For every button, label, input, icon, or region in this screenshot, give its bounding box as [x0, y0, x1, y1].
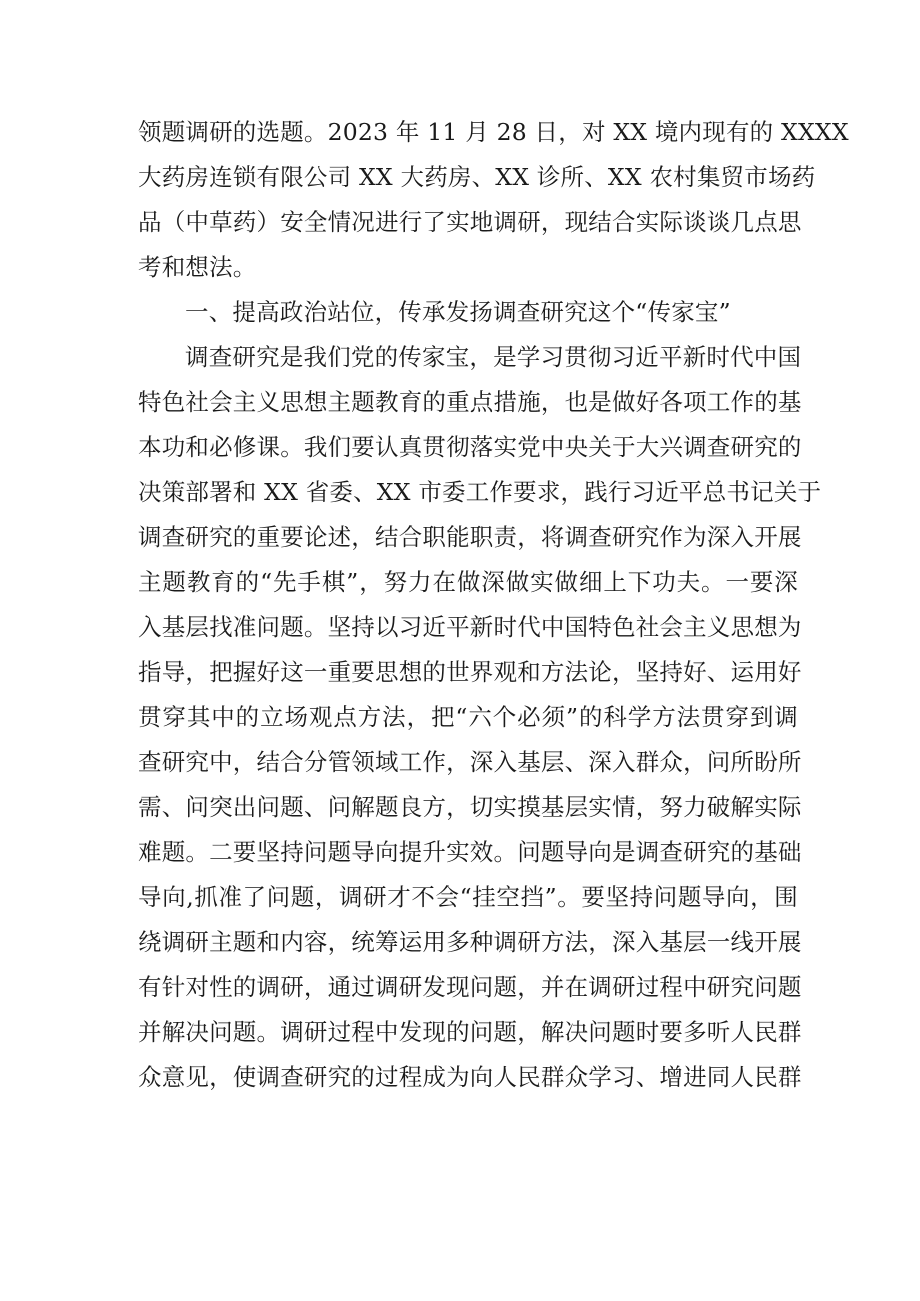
text-line: 入基层找准问题。坚持以习近平新时代中国特色社会主义思想为	[138, 613, 802, 641]
text-line: 特色社会主义思想主题教育的重点措施，也是做好各项工作的基	[138, 388, 802, 416]
text-line: 决策部署和 XX 省委、XX 市委工作要求，践行习近平总书记关于	[138, 478, 822, 506]
text-line: 并解决问题。调研过程中发现的问题，解决问题时要多听人民群	[138, 1018, 802, 1046]
text-line: 需、问突出问题、问解题良方，切实摸基层实情，努力破解实际	[138, 793, 802, 821]
text-line: 贯穿其中的立场观点方法，把“六个必须”的科学方法贯穿到调	[138, 703, 798, 731]
text-line: 本功和必修课。我们要认真贯彻落实党中央关于大兴调查研究的	[138, 433, 802, 461]
text-line: 考和想法。	[138, 253, 257, 281]
text-line: 众意见，使调查研究的过程成为向人民群众学习、增进同人民群	[138, 1063, 802, 1091]
text-line: 品（中草药）安全情况进行了实地调研，现结合实际谈谈几点思	[138, 208, 802, 236]
intro-paragraph	[138, 110, 849, 290]
text-line: 绕调研主题和内容，统筹运用多种调研方法，深入基层一线开展	[138, 928, 802, 956]
body-paragraph	[138, 335, 822, 1100]
text-line: 调查研究是我们党的传家宝，是学习贯彻习近平新时代中国	[185, 343, 802, 371]
text-line: 主题教育的“先手棋”，努力在做深做实做细上下功夫。一要深	[138, 568, 798, 596]
text-line: 有针对性的调研，通过调研发现问题，并在调研过程中研究问题	[138, 973, 802, 1001]
text-line: 导向,抓准了问题，调研才不会“挂空挡”。要坚持问题导向，围	[138, 883, 798, 911]
section-heading: 一、提高政治站位，传承发扬调查研究这个“传家宝”	[185, 298, 731, 326]
text-line: 大药房连锁有限公司 XX 大药房、XX 诊所、XX 农村集贸市场药	[138, 163, 816, 191]
text-line: 查研究中，结合分管领域工作，深入基层、深入群众，问所盼所	[138, 748, 802, 776]
text-line: 调查研究的重要论述，结合职能职责，将调查研究作为深入开展	[138, 523, 802, 551]
document-body	[138, 110, 849, 1100]
text-line: 指导，把握好这一重要思想的世界观和方法论，坚持好、运用好	[138, 658, 802, 686]
text-line: 领题调研的选题。2023 年 11 月 28 日，对 XX 境内现有的 XXXX	[138, 118, 849, 146]
text-line: 难题。二要坚持问题导向提升实效。问题导向是调查研究的基础	[138, 838, 802, 866]
